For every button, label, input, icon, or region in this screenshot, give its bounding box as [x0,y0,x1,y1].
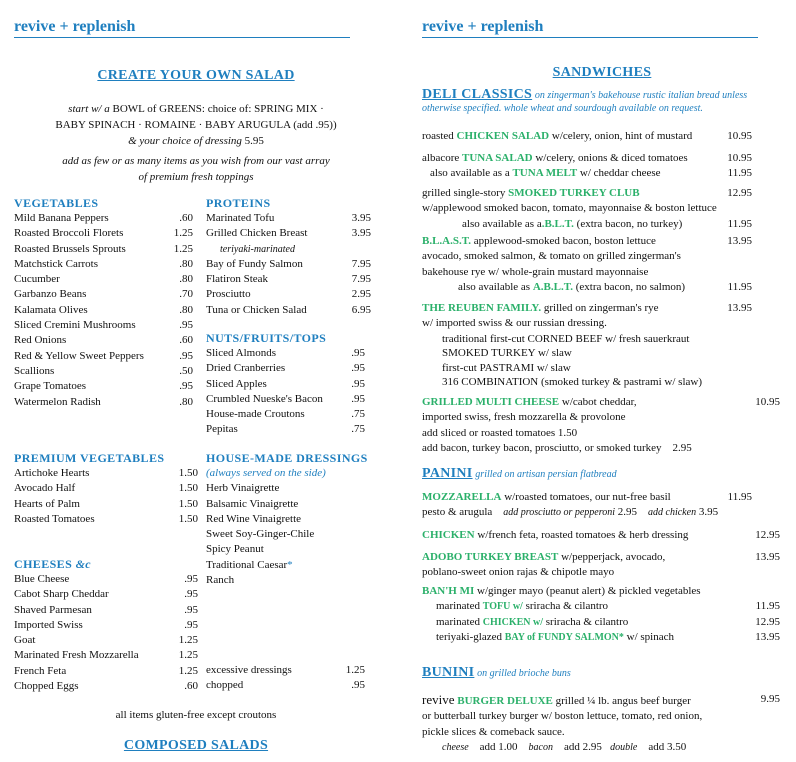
reuben-item [422,301,752,390]
mozz-add-2-price: 3.95 [698,506,719,519]
item-desc: w/cabot cheddar, [561,396,637,408]
menu-item-price: 3.95 [351,212,371,224]
menu-item-price: .80 [179,257,193,270]
mozz-add-1-price: 2.95 [617,506,638,519]
deli-classics-section [422,88,782,115]
dressing-name: Ranch [206,574,235,587]
menu-item-price: 1.50 [178,482,198,495]
reuben-option: traditional first-cut CORNED BEEF w/ fresh sauerkraut [442,332,690,345]
cheeses-title [14,557,198,572]
cheeses-list [14,572,198,694]
item-price: 2.95 [672,441,692,454]
item-desc: w/celery, onions & diced tomatoes [535,152,688,164]
menu-item-price: .80 [179,303,193,316]
composed-salads-title [14,738,378,754]
item-name: B.L.A.S.T. [422,235,472,247]
menu-row [206,272,371,287]
menu-row [14,512,198,527]
mozz-add-2: add chicken [648,507,697,519]
item-price: 11.95 [727,491,752,503]
menu-row [206,346,365,361]
dressing-item [206,481,371,496]
item-name: CHICKEN [422,529,475,541]
menu-row [14,211,193,226]
chicken-salad-item [422,129,752,144]
vegetables-section [14,196,193,410]
item-desc: avocado, smoked salmon, & tomato on grilled zingerman's [422,250,681,263]
menu-item-price: .60 [184,680,198,693]
menu-item-name: Red Onions [14,334,67,347]
menu-item-name: Prosciutto [206,288,251,301]
right-header-text: revive + replenish [422,18,544,35]
item-name: THE REUBEN FAMILY. [422,302,542,314]
bunini-title: BUNINI [422,665,475,680]
menu-item-name: Avocado Half [14,482,76,495]
item-pre: also available as [458,280,531,293]
item-pre: revive [422,692,455,707]
item-pre: also available as a [462,217,542,230]
proteins-list [206,211,371,318]
menu-item-name: House-made Croutons [206,408,305,421]
menu-item-price: 1.25 [178,634,198,647]
item-price: 13.95 [727,302,752,314]
item-price: 11.95 [727,167,752,180]
addon-price: add 2.95 [564,740,602,753]
dressing-item [206,512,371,527]
banh-mi-item [422,584,780,645]
grilled-cheese-item [422,395,780,456]
item-desc: imported swiss, fresh mozzarella & provolone [422,411,626,424]
menu-item-price: .95 [184,573,198,585]
composed-salads-title-text: COMPOSED SALADS [123,738,269,753]
item-desc: w/french feta, roasted tomatoes & herb dressing [477,529,689,541]
item-name: CHICKEN w/ [482,616,544,628]
item-desc: w/ cheddar cheese [579,167,661,180]
menu-item-name: Grilled Chicken Breast [206,227,308,240]
menu-row [14,349,193,364]
menu-item-price: .60 [179,334,193,347]
dressing-name: Red Wine Vinaigrette [206,512,302,525]
deli-desc-2: otherwise specified. whole wheat and sourdough available on request. [422,103,703,114]
menu-item-name: Artichoke Hearts [14,467,90,479]
reuben-option: SMOKED TURKEY w/ slaw [442,347,572,360]
item-name: CHICKEN SALAD [456,130,550,142]
item-desc: or butterball turkey burger w/ boston lettuce, tomato, red onion, [422,710,703,723]
item-desc: w/pepperjack, avocado, [561,551,666,563]
blast-item [422,234,752,295]
menu-row [14,587,198,602]
menu-row [206,361,365,376]
menu-item-price: .95 [179,349,193,362]
dressing-name: Sweet Soy-Ginger-Chile [206,528,315,541]
menu-row [14,664,198,679]
item-pre: teriyaki-glazed [436,630,502,643]
menu-item-price: .75 [351,408,365,421]
menu-row [14,572,198,587]
menu-item-price: .95 [351,362,365,375]
menu-item-price: .95 [351,377,365,390]
item-name: MOZZARELLA [422,491,502,503]
intro-toppings-1: add as few or as many items as you wish from our vast array [62,155,330,167]
intro-toppings-2: of premium fresh toppings [138,171,254,183]
dressing-extras-list [206,663,365,694]
addon-price: add 3.50 [648,740,687,753]
menu-item-name: chopped [206,679,244,692]
menu-row [206,377,365,392]
item-price: 10.95 [727,130,752,142]
item-desc: sriracha & cilantro [545,615,629,628]
item-price: 13.95 [755,630,780,643]
menu-item-name: Cabot Sharp Cheddar [14,588,109,601]
dressings-note: (always served on the side) [206,467,326,479]
menu-item-name: Marinated Tofu [206,212,275,224]
item-desc: bakehouse rye w/ whole-grain mustard mayonnaise [422,265,649,278]
intro-start: start w/ a [68,103,110,115]
item-price: 12.95 [727,187,752,199]
reuben-option: first-cut PASTRAMI w/ slaw [442,361,571,374]
menu-item-name: Bay of Fundy Salmon [206,257,303,270]
menu-item-name: French Feta [14,664,67,677]
menu-item-price: .60 [179,212,193,224]
item-price: 9.95 [760,693,780,705]
menu-item-name: Cucumber [14,273,60,286]
mozz-add-1: add prosciutto or pepperoni [503,507,616,519]
menu-row [14,333,193,348]
menu-item-name: Sliced Cremini Mushrooms [14,319,136,332]
addon-label: bacon [528,741,553,753]
menu-row [206,287,371,302]
dressing-extras [206,663,365,694]
item-desc: grilled ¼ lb. angus beef burger [555,695,691,707]
intro-base-price: 5.95 [244,135,264,147]
menu-item-price: .95 [351,392,365,405]
deli-title: DELI CLASSICS [422,87,533,102]
menu-row [14,318,193,333]
menu-item-name: Flatiron Steak [206,273,269,286]
menu-item-name: Tuna or Chicken Salad [206,303,307,316]
dressings-section [206,451,371,588]
dressings-list [206,481,371,588]
item-price: 11.95 [727,217,752,230]
menu-item-price: .95 [351,347,365,359]
gluten-note [14,709,378,721]
menu-item-name: Sliced Apples [206,377,267,390]
menu-row [14,364,193,379]
menu-item-price: 1.50 [178,467,198,479]
right-header [422,18,758,38]
dressing-name: Traditional Caesar [206,558,288,571]
premium-section [14,451,198,527]
menu-item-name: Dried Cranberries [206,362,286,375]
menu-item-name: Watermelon Radish [14,395,101,408]
menu-item-name: Hearts of Palm [14,497,80,510]
panini-section [422,466,782,482]
item-price: 13.95 [755,551,780,563]
addon-label: double [610,741,638,753]
tuna-salad-item [422,151,752,182]
menu-item-price: 1.25 [178,664,198,677]
salad-intro [14,101,378,185]
item-name: BAN'H MI [422,585,475,597]
menu-row [206,663,365,678]
menu-item-name: Shaved Parmesan [14,603,92,616]
adobo-item [422,550,780,581]
create-salad-title-text: CREATE YOUR OWN SALAD [97,68,295,83]
menu-item-name: Imported Swiss [14,618,83,631]
menu-item-price: 1.25 [345,664,365,676]
intro-greens-2: BABY SPINACH · ROMAINE · BABY ARUGULA (add .95)) [55,119,337,131]
burger-item [422,692,780,755]
menu-item-price: .80 [179,395,193,408]
item-price: 11.95 [727,280,752,293]
menu-item-name: Scallions [14,364,55,377]
menu-item-price: 1.50 [178,497,198,510]
menu-item-name: Mild Banana Peppers [14,212,109,224]
menu-item-name: Garbanzo Beans [14,288,87,301]
menu-item-price: .95 [184,618,198,631]
menu-row [14,618,198,633]
nuts-section [206,331,365,438]
menu-row [206,211,371,226]
menu-item-name: Roasted Tomatoes [14,512,95,525]
menu-item-name: Red & Yellow Sweet Peppers [14,349,144,362]
intro-dressing: & your choice of dressing [128,135,242,147]
nuts-list [206,346,365,438]
panini-desc: grilled on artisan persian flatbread [475,469,617,480]
item-name: TUNA MELT [512,167,578,180]
item-name: GRILLED MULTI CHEESE [422,396,560,408]
menu-row [14,633,198,648]
item-price: 10.95 [755,396,780,408]
item-pre: grilled single-story [422,187,506,199]
menu-item-name: Roasted Brussels Sprouts [14,242,126,255]
dressing-item [206,542,371,557]
menu-item-price: 2.95 [351,288,371,301]
item-desc: w/ spinach [626,630,674,643]
asterisk-mark: * [287,558,293,571]
item-name: BAY of FUNDY SALMON* [504,631,624,643]
proteins-section [206,196,371,318]
item-desc: sriracha & cilantro [525,600,609,613]
reuben-option: 316 COMBINATION (smoked turkey & pastrami w/ slaw) [442,376,702,389]
addon-label: cheese [442,741,469,753]
deli-desc-1: on zingerman's bakehouse rustic italian bread unless [534,90,748,101]
menu-row [206,407,365,422]
menu-row [14,257,193,272]
item-price: 13.95 [727,235,752,247]
dressing-name: Herb Vinaigrette [206,482,280,495]
menu-row [14,272,193,287]
item-desc: w/roasted tomatoes, our nut-free basil [504,491,671,503]
menu-item-price: .95 [184,588,198,601]
menu-item-name: Blue Cheese [14,573,70,585]
menu-row [206,242,371,257]
sandwiches-title-text: SANDWICHES [552,65,652,80]
menu-item-price: 1.25 [173,227,193,240]
menu-row [206,422,365,437]
menu-item-price: 1.50 [178,512,198,525]
intro-greens: BOWL of GREENS: choice of: SPRING MIX · [112,103,324,115]
left-header-text: revive + replenish [14,18,136,35]
left-header [14,18,350,38]
menu-row [14,287,193,302]
menu-row [14,466,198,481]
item-pre: roasted [422,130,454,142]
cheeses-title-suffix: &c [75,557,92,571]
item-desc: pickle slices & comeback sauce. [422,725,565,738]
item-name: A.B.L.T. [532,280,573,293]
menu-row [14,242,193,257]
turkey-club-item [422,186,752,232]
item-name: SMOKED TURKEY CLUB [508,187,640,199]
item-pre: also available as a [430,167,510,180]
mozzarella-item [422,490,752,521]
menu-row [14,303,193,318]
item-name: ADOBO TURKEY BREAST [422,551,559,563]
item-desc: add sliced or roasted tomatoes 1.50 [422,426,578,439]
menu-item-name: Crumbled Nueske's Bacon [206,392,323,405]
dressing-name: Spicy Peanut [206,543,264,556]
menu-row [206,678,365,693]
menu-row [206,226,371,241]
menu-row [14,648,198,663]
premium-list [14,466,198,527]
menu-item-price: 3.95 [351,227,371,240]
menu-item-name: Marinated Fresh Mozzarella [14,649,139,662]
sandwiches-title [422,65,782,81]
menu-item-price: .95 [351,679,365,692]
item-name: BURGER DELUXE [457,695,553,707]
menu-row [14,497,198,512]
item-desc: (extra bacon, no turkey) [576,217,683,230]
item-desc: pesto & arugula [422,506,493,519]
bunini-section [422,665,782,681]
item-pre: albacore [422,152,460,164]
dressing-item [206,573,371,588]
addon-price: add 1.00 [479,740,518,753]
cheeses-title-text: CHEESES [14,557,73,571]
menu-item-name: excessive dressings [206,664,292,676]
menu-item-name: Kalamata Olives [14,303,88,316]
menu-item-price: 7.95 [351,273,371,286]
vegetables-list [14,211,193,410]
menu-item-name: Grape Tomatoes [14,380,87,393]
menu-row [206,303,371,318]
create-salad-title [14,68,378,84]
item-price: 11.95 [755,600,780,613]
menu-row [206,257,371,272]
item-desc: w/ginger mayo (peanut alert) & pickled vegetables [477,585,701,597]
item-name: .B.L.T. [541,217,574,230]
item-desc: (extra bacon, no salmon) [575,280,686,293]
item-desc: applewood-smoked bacon, boston lettuce [473,235,656,247]
menu-item-price: .95 [179,319,193,332]
menu-row [14,395,193,410]
dressing-item [206,558,371,573]
menu-item-price: .70 [179,288,193,301]
item-desc: add bacon, turkey bacon, prosciutto, or smoked turkey [422,441,662,454]
menu-item-price: .95 [179,380,193,393]
item-price: 12.95 [755,615,780,628]
menu-item-price: 6.95 [351,303,371,316]
menu-item-name: Matchstick Carrots [14,257,99,270]
menu-row [206,392,365,407]
menu-item-price: 1.25 [173,242,193,255]
menu-item-name: Goat [14,634,36,647]
menu-item-price: 7.95 [351,257,371,270]
item-name: TOFU w/ [482,601,523,613]
menu-item-price: .95 [184,603,198,616]
menu-item-price: 1.25 [178,649,198,662]
item-desc: w/applewood smoked bacon, tomato, mayonnaise & boston lettuce [422,202,717,215]
item-desc: poblano-sweet onion rajas & chipotle mayo [422,566,615,579]
gluten-note-text: all items gluten-free except croutons [115,709,277,721]
menu-row [14,226,193,241]
menu-item-name: Roasted Broccoli Florets [14,227,124,240]
menu-item-name: Sliced Almonds [206,347,276,359]
menu-row [14,379,193,394]
menu-item-name: teriyaki-marinated [220,243,295,255]
menu-row [14,679,198,694]
item-price: 12.95 [755,529,780,541]
menu-row [14,603,198,618]
vegetables-title: VEGETABLES [14,196,99,210]
dressings-title: HOUSE-MADE DRESSINGS [206,451,368,465]
cheeses-section [14,557,198,694]
bunini-desc: on grilled brioche buns [477,668,571,679]
item-desc: w/celery, onion, hint of mustard [551,130,693,142]
dressing-item [206,497,371,512]
item-price: 10.95 [727,152,752,164]
premium-title: PREMIUM VEGETABLES [14,451,165,465]
item-pre: marinated [436,615,480,628]
menu-item-price: .50 [179,364,193,377]
item-desc: w/ imported swiss & our russian dressing. [422,317,607,330]
item-name: TUNA SALAD [462,152,533,164]
item-pre: marinated [436,600,480,613]
menu-item-price: .75 [351,423,365,436]
dressing-name: Balsamic Vinaigrette [206,497,299,510]
chicken-panini-item [422,528,780,543]
proteins-title: PROTEINS [206,196,271,210]
item-desc: grilled on zingerman's rye [543,302,659,314]
panini-title: PANINI [422,466,473,481]
menu-item-name: Pepitas [206,423,238,436]
menu-row [14,481,198,496]
menu-item-price: .80 [179,273,193,286]
nuts-title: NUTS/FRUITS/TOPS [206,331,327,345]
menu-item-name: Chopped Eggs [14,680,79,693]
burger-addons [422,740,780,755]
dressing-item [206,527,371,542]
